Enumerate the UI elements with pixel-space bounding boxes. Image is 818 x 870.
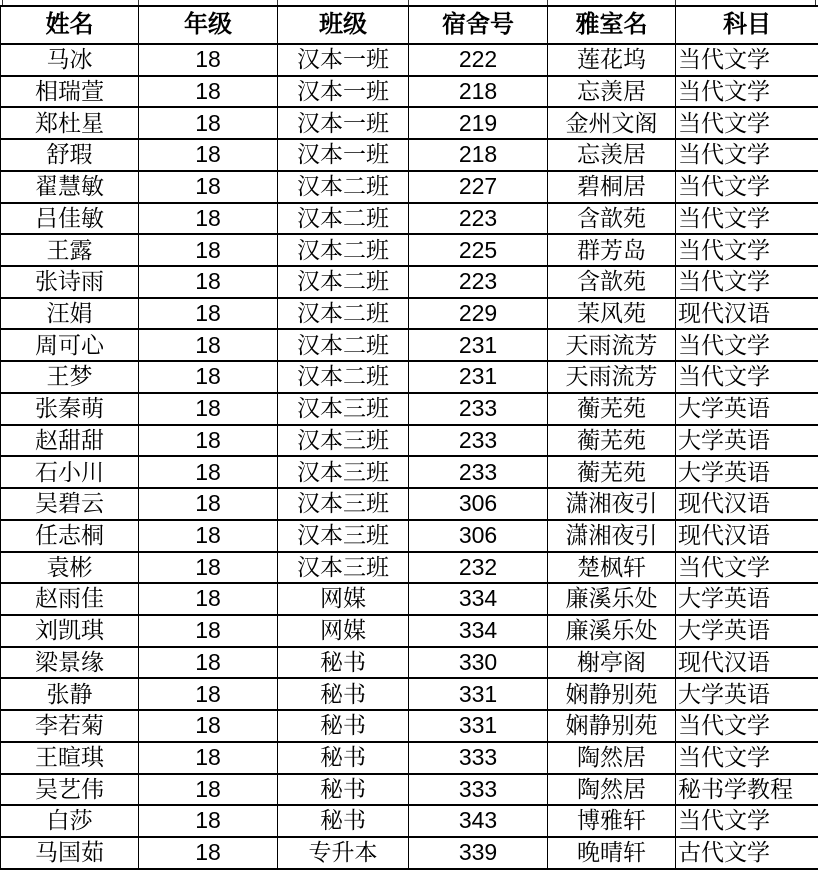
cell-dorm: 330 xyxy=(409,647,548,679)
cell-room: 忘羡居 xyxy=(548,76,676,108)
cell-grade: 18 xyxy=(139,139,278,171)
table-row xyxy=(1,234,818,266)
cell-grade: 18 xyxy=(139,329,278,361)
cell-grade: 18 xyxy=(139,425,278,457)
table-body xyxy=(1,44,818,869)
cell-grade: 18 xyxy=(139,456,278,488)
cell-room: 博雅轩 xyxy=(548,805,676,837)
cell-class: 汉本一班 xyxy=(278,139,409,171)
table-row xyxy=(1,805,818,837)
cell-dorm: 331 xyxy=(409,710,548,742)
cell-dorm: 218 xyxy=(409,76,548,108)
cell-grade: 18 xyxy=(139,266,278,298)
cell-name: 石小川 xyxy=(1,456,139,488)
cell-dorm: 333 xyxy=(409,742,548,774)
cell-name: 张静 xyxy=(1,678,139,710)
cell-class: 汉本三班 xyxy=(278,488,409,520)
table-row xyxy=(1,298,818,330)
cell-room: 廉溪乐处 xyxy=(548,583,676,615)
table-row xyxy=(1,583,818,615)
cell-subject: 当代文学 xyxy=(676,329,818,361)
cell-dorm: 343 xyxy=(409,805,548,837)
cell-dorm: 233 xyxy=(409,456,548,488)
cell-dorm: 218 xyxy=(409,139,548,171)
column-header-dorm: 宿舍号 xyxy=(409,6,548,44)
cell-room: 茉风苑 xyxy=(548,298,676,330)
cell-class: 汉本三班 xyxy=(278,393,409,425)
table-row xyxy=(1,266,818,298)
cell-class: 专升本 xyxy=(278,837,409,869)
cell-room: 潇湘夜引 xyxy=(548,488,676,520)
cell-subject: 当代文学 xyxy=(676,552,818,584)
cell-class: 秘书 xyxy=(278,742,409,774)
cell-dorm: 331 xyxy=(409,678,548,710)
cell-subject: 现代汉语 xyxy=(676,298,818,330)
cell-dorm: 306 xyxy=(409,520,548,552)
cell-name: 王梦 xyxy=(1,361,139,393)
table-row xyxy=(1,107,818,139)
cell-grade: 18 xyxy=(139,234,278,266)
cell-room: 碧桐居 xyxy=(548,171,676,203)
cell-class: 汉本三班 xyxy=(278,552,409,584)
cell-subject: 当代文学 xyxy=(676,805,818,837)
cell-name: 相瑞萱 xyxy=(1,76,139,108)
cell-subject: 现代汉语 xyxy=(676,647,818,679)
cell-room: 陶然居 xyxy=(548,774,676,806)
cell-dorm: 333 xyxy=(409,774,548,806)
table-row xyxy=(1,393,818,425)
table-row xyxy=(1,837,818,869)
table-row xyxy=(1,647,818,679)
column-header-grade: 年级 xyxy=(139,6,278,44)
table-row xyxy=(1,425,818,457)
cell-grade: 18 xyxy=(139,361,278,393)
table-row xyxy=(1,488,818,520)
table-row xyxy=(1,552,818,584)
table-row xyxy=(1,774,818,806)
cell-class: 汉本二班 xyxy=(278,266,409,298)
cell-subject: 古代文学 xyxy=(676,837,818,869)
cell-room: 廉溪乐处 xyxy=(548,615,676,647)
cell-class: 汉本二班 xyxy=(278,234,409,266)
column-header-room: 雅室名 xyxy=(548,6,676,44)
cell-subject: 现代汉语 xyxy=(676,488,818,520)
cell-name: 刘凯琪 xyxy=(1,615,139,647)
cell-grade: 18 xyxy=(139,678,278,710)
cell-dorm: 229 xyxy=(409,298,548,330)
table-header xyxy=(1,6,818,44)
cell-name: 翟慧敏 xyxy=(1,171,139,203)
table-row xyxy=(1,456,818,488)
table-row xyxy=(1,361,818,393)
student-roster-table xyxy=(0,5,818,870)
cell-name: 张诗雨 xyxy=(1,266,139,298)
cell-room: 潇湘夜引 xyxy=(548,520,676,552)
cell-subject: 当代文学 xyxy=(676,234,818,266)
cell-class: 汉本二班 xyxy=(278,203,409,235)
cell-grade: 18 xyxy=(139,298,278,330)
cell-dorm: 339 xyxy=(409,837,548,869)
cell-name: 汪娟 xyxy=(1,298,139,330)
cell-subject: 当代文学 xyxy=(676,361,818,393)
cell-room: 晚晴轩 xyxy=(548,837,676,869)
table-row xyxy=(1,678,818,710)
cell-name: 马国茹 xyxy=(1,837,139,869)
table-row xyxy=(1,520,818,552)
cell-class: 秘书 xyxy=(278,678,409,710)
cell-grade: 18 xyxy=(139,583,278,615)
cell-class: 秘书 xyxy=(278,647,409,679)
cell-room: 陶然居 xyxy=(548,742,676,774)
cell-class: 汉本二班 xyxy=(278,171,409,203)
cell-class: 汉本二班 xyxy=(278,298,409,330)
cell-subject: 现代汉语 xyxy=(676,520,818,552)
cell-class: 汉本三班 xyxy=(278,456,409,488)
cell-subject: 当代文学 xyxy=(676,107,818,139)
cell-room: 蘅芜苑 xyxy=(548,456,676,488)
cell-name: 吴碧云 xyxy=(1,488,139,520)
cell-grade: 18 xyxy=(139,837,278,869)
cell-class: 汉本三班 xyxy=(278,425,409,457)
cell-room: 忘羡居 xyxy=(548,139,676,171)
cell-class: 秘书 xyxy=(278,710,409,742)
cell-grade: 18 xyxy=(139,107,278,139)
cell-class: 汉本一班 xyxy=(278,107,409,139)
cell-room: 榭亭阁 xyxy=(548,647,676,679)
cell-grade: 18 xyxy=(139,520,278,552)
cell-name: 马冰 xyxy=(1,44,139,76)
cell-name: 郑杜星 xyxy=(1,107,139,139)
cell-name: 周可心 xyxy=(1,329,139,361)
cell-class: 汉本二班 xyxy=(278,361,409,393)
cell-grade: 18 xyxy=(139,742,278,774)
cell-name: 梁景缘 xyxy=(1,647,139,679)
cell-grade: 18 xyxy=(139,647,278,679)
cell-room: 楚枫轩 xyxy=(548,552,676,584)
cell-class: 汉本一班 xyxy=(278,76,409,108)
cell-grade: 18 xyxy=(139,615,278,647)
cell-class: 汉本二班 xyxy=(278,329,409,361)
cell-room: 莲花坞 xyxy=(548,44,676,76)
cell-name: 白莎 xyxy=(1,805,139,837)
cell-room: 金州文阁 xyxy=(548,107,676,139)
cell-name: 赵甜甜 xyxy=(1,425,139,457)
cell-dorm: 306 xyxy=(409,488,548,520)
cell-subject: 秘书学教程 xyxy=(676,774,818,806)
cell-subject: 当代文学 xyxy=(676,139,818,171)
cell-class: 汉本三班 xyxy=(278,520,409,552)
cell-name: 袁彬 xyxy=(1,552,139,584)
cell-subject: 当代文学 xyxy=(676,742,818,774)
cell-grade: 18 xyxy=(139,710,278,742)
cell-name: 赵雨佳 xyxy=(1,583,139,615)
cell-dorm: 222 xyxy=(409,44,548,76)
cell-class: 网媒 xyxy=(278,583,409,615)
cell-grade: 18 xyxy=(139,805,278,837)
cell-dorm: 225 xyxy=(409,234,548,266)
cell-name: 张秦萌 xyxy=(1,393,139,425)
cell-grade: 18 xyxy=(139,393,278,425)
cell-room: 天雨流芳 xyxy=(548,329,676,361)
cell-grade: 18 xyxy=(139,171,278,203)
cell-name: 王露 xyxy=(1,234,139,266)
cell-grade: 18 xyxy=(139,203,278,235)
cell-subject: 当代文学 xyxy=(676,44,818,76)
cell-grade: 18 xyxy=(139,774,278,806)
cell-dorm: 223 xyxy=(409,266,548,298)
cell-grade: 18 xyxy=(139,552,278,584)
cell-dorm: 334 xyxy=(409,615,548,647)
cell-subject: 大学英语 xyxy=(676,456,818,488)
table-row xyxy=(1,44,818,76)
cell-name: 舒瑕 xyxy=(1,139,139,171)
table-row xyxy=(1,76,818,108)
cell-class: 秘书 xyxy=(278,774,409,806)
cell-subject: 大学英语 xyxy=(676,425,818,457)
cell-grade: 18 xyxy=(139,76,278,108)
cell-dorm: 231 xyxy=(409,329,548,361)
cell-room: 天雨流芳 xyxy=(548,361,676,393)
cell-grade: 18 xyxy=(139,488,278,520)
cell-dorm: 227 xyxy=(409,171,548,203)
cell-dorm: 223 xyxy=(409,203,548,235)
cell-room: 蘅芜苑 xyxy=(548,393,676,425)
cell-name: 李若菊 xyxy=(1,710,139,742)
cell-class: 汉本一班 xyxy=(278,44,409,76)
cell-subject: 当代文学 xyxy=(676,76,818,108)
cell-name: 吴艺伟 xyxy=(1,774,139,806)
cell-subject: 大学英语 xyxy=(676,615,818,647)
cell-room: 含歆苑 xyxy=(548,266,676,298)
cell-room: 蘅芜苑 xyxy=(548,425,676,457)
table-row xyxy=(1,139,818,171)
cell-dorm: 231 xyxy=(409,361,548,393)
cell-name: 吕佳敏 xyxy=(1,203,139,235)
table-row xyxy=(1,615,818,647)
cell-subject: 当代文学 xyxy=(676,203,818,235)
column-header-name: 姓名 xyxy=(1,6,139,44)
cell-dorm: 219 xyxy=(409,107,548,139)
cell-room: 娴静别苑 xyxy=(548,710,676,742)
cell-subject: 当代文学 xyxy=(676,710,818,742)
cell-class: 秘书 xyxy=(278,805,409,837)
cell-subject: 大学英语 xyxy=(676,393,818,425)
table-row xyxy=(1,329,818,361)
header-row xyxy=(1,6,818,44)
cell-room: 娴静别苑 xyxy=(548,678,676,710)
cell-dorm: 334 xyxy=(409,583,548,615)
cell-grade: 18 xyxy=(139,44,278,76)
cell-subject: 大学英语 xyxy=(676,678,818,710)
table-row xyxy=(1,742,818,774)
cell-class: 网媒 xyxy=(278,615,409,647)
cell-subject: 当代文学 xyxy=(676,171,818,203)
table-row xyxy=(1,171,818,203)
table-row xyxy=(1,710,818,742)
cell-name: 王暄琪 xyxy=(1,742,139,774)
column-header-class: 班级 xyxy=(278,6,409,44)
cell-subject: 当代文学 xyxy=(676,266,818,298)
cell-room: 群芳岛 xyxy=(548,234,676,266)
table-row xyxy=(1,203,818,235)
cell-dorm: 233 xyxy=(409,425,548,457)
cell-name: 任志桐 xyxy=(1,520,139,552)
cell-room: 含歆苑 xyxy=(548,203,676,235)
cell-subject: 大学英语 xyxy=(676,583,818,615)
cell-dorm: 233 xyxy=(409,393,548,425)
cell-dorm: 232 xyxy=(409,552,548,584)
column-header-subject: 科目 xyxy=(676,6,818,44)
